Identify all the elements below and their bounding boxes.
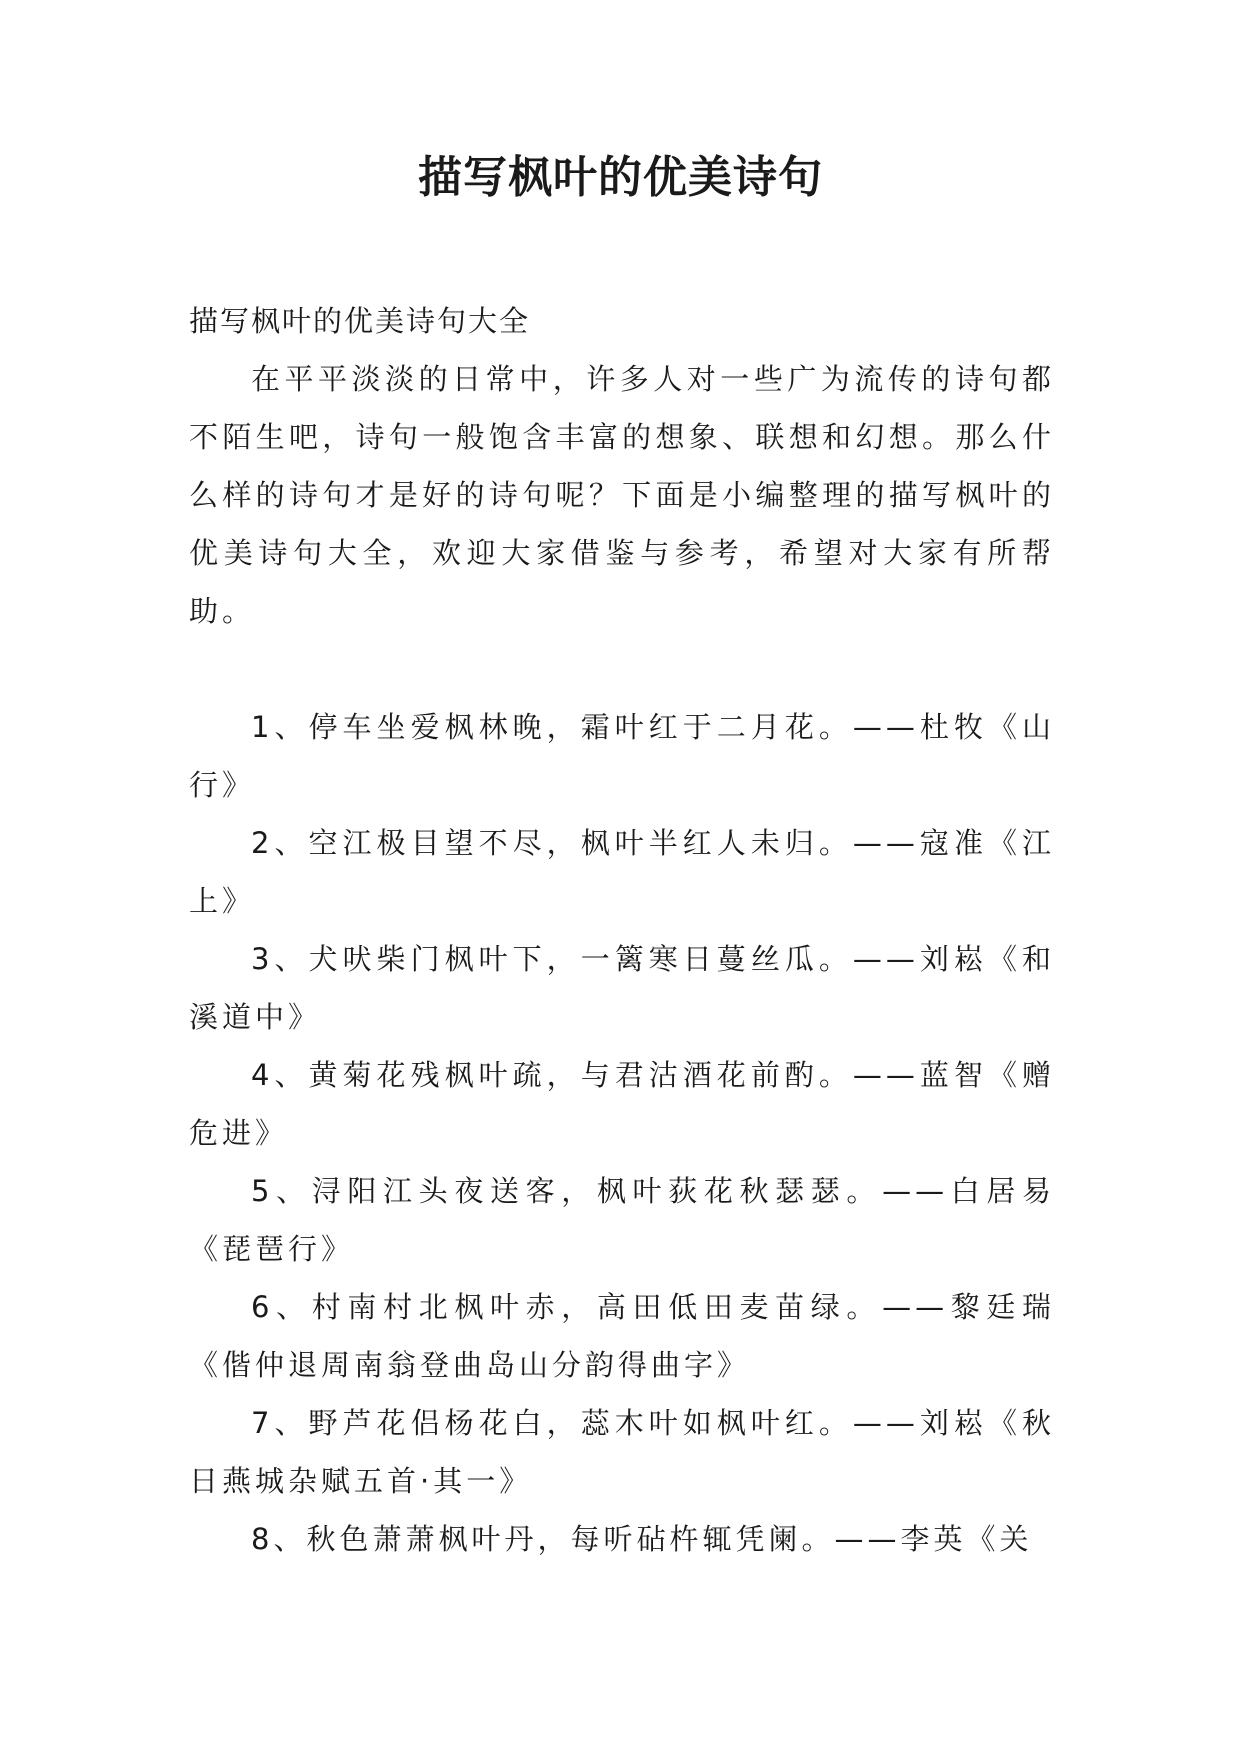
poem-line: 1、停车坐爱枫林晚，霜叶红于二月花。——杜牧《山行》 [189, 710, 1055, 802]
poem-line: 2、空江极目望不尽，枫叶半红人未归。——寇准《江上》 [189, 826, 1055, 918]
poem-line: 7、野芦花侣杨花白，蕊木叶如枫叶红。——刘崧《秋日燕城杂赋五首·其一》 [189, 1406, 1055, 1498]
document-body [189, 292, 1055, 1568]
poem-line: 6、村南村北枫叶赤，高田低田麦苗绿。——黎廷瑞《偕仲退周南翁登曲岛山分韵得曲字》 [189, 1290, 1055, 1382]
document-subtitle: 描写枫叶的优美诗句大全 [189, 304, 531, 338]
paragraph-spacer [189, 640, 1055, 698]
poem-line: 3、犬吠柴门枫叶下，一篱寒日蔓丝瓜。——刘崧《和溪道中》 [189, 942, 1055, 1034]
intro-paragraph: 在平平淡淡的日常中，许多人对一些广为流传的诗句都不陌生吧，诗句一般饱含丰富的想象、联想和幻想。那么什么样的诗句才是好的诗句呢？下面是小编整理的描写枫叶的优美诗句大全，欢迎大家借鉴与参考，希望对大家有所帮助。 [189, 362, 1055, 628]
poem-line: 5、浔阳江头夜送客，枫叶荻花秋瑟瑟。——白居易《琵琶行》 [189, 1174, 1055, 1266]
poem-line: 8、秋色萧萧枫叶丹，每听砧杵辄凭阑。——李英《关 [251, 1522, 1033, 1556]
document-title: 描写枫叶的优美诗句 [418, 152, 823, 203]
poem-line: 4、黄菊花残枫叶疏，与君沽酒花前酌。——蓝智《赠危进》 [189, 1058, 1055, 1150]
